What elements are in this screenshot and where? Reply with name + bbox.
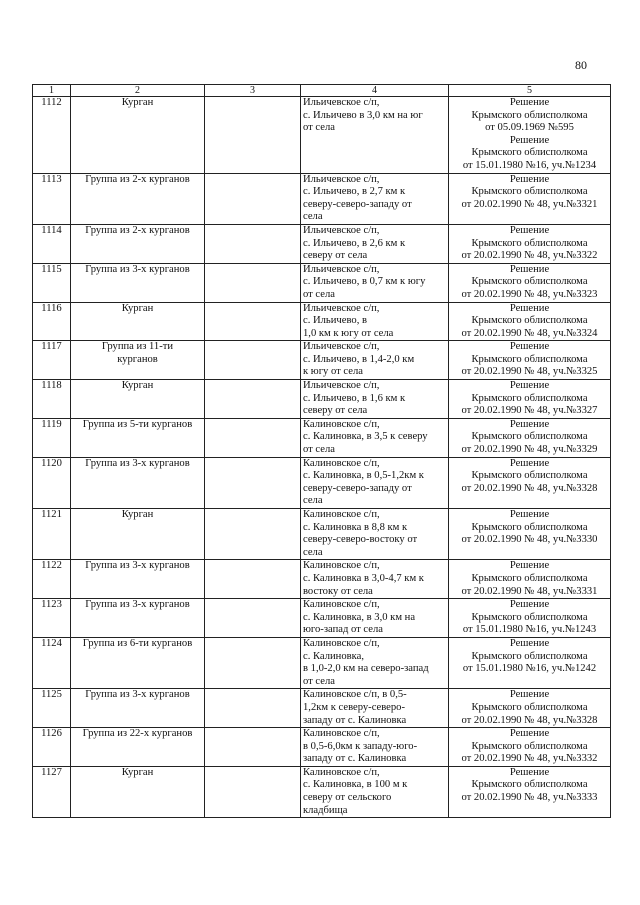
monument-location	[301, 689, 449, 728]
decision-line: от 20.02.1990 № 48, уч.№3330	[461, 534, 598, 546]
location-line: с. Калиновка, в 3,0 км на	[303, 611, 416, 623]
column-3-cell	[205, 173, 301, 224]
table-row	[33, 457, 611, 508]
row-number: 1127	[33, 766, 71, 817]
table-row	[33, 509, 611, 560]
decision-document	[449, 302, 611, 341]
location-line: Ильичевское с/п,	[303, 224, 380, 236]
table-row	[33, 173, 611, 224]
decision-line: от 20.02.1990 № 48, уч.№3333	[461, 792, 598, 804]
table-row	[33, 224, 611, 263]
column-3-cell	[205, 302, 301, 341]
location-line: в 1,0-2,0 км на северо-запад	[303, 663, 429, 675]
decision-line: от 20.02.1990 № 48, уч.№3325	[461, 366, 598, 378]
decision-line: Крымского облисполкома	[471, 650, 588, 662]
decision-line: от 20.02.1990 № 48, уч.№3328	[461, 714, 598, 726]
monument-name	[71, 97, 205, 174]
location-line: с. Калиновка, в 3,5 к северу	[303, 431, 428, 443]
monument-name	[71, 380, 205, 419]
monument-name-line: Группа из 3-х курганов	[85, 599, 190, 611]
column-3-cell	[205, 509, 301, 560]
monument-name-line: Группа из 2-х курганов	[85, 173, 190, 185]
decision-document	[449, 457, 611, 508]
location-line: Калиновское с/п,	[303, 509, 380, 520]
column-header-2: 2	[71, 85, 205, 97]
decision-document	[449, 380, 611, 419]
table-row	[33, 599, 611, 638]
monument-name	[71, 418, 205, 457]
decision-line: Решение	[509, 689, 550, 701]
decision-line: Решение	[509, 341, 550, 353]
column-3-cell	[205, 457, 301, 508]
row-number: 1124	[33, 637, 71, 688]
monument-location	[301, 224, 449, 263]
row-number: 1121	[33, 509, 71, 560]
location-line: Калиновское с/п,	[303, 599, 380, 611]
row-number: 1117	[33, 341, 71, 380]
monument-name-line: Группа из 3-х курганов	[85, 457, 190, 469]
decision-line: Решение	[509, 766, 550, 778]
decision-line: Решение	[509, 263, 550, 275]
decision-line: Решение	[509, 224, 550, 236]
location-line: Ильичевское с/п,	[303, 302, 380, 314]
location-line: Ильичевское с/п,	[303, 380, 380, 392]
location-line: с. Калиновка, в 100 м к	[303, 779, 408, 791]
decision-document	[449, 263, 611, 302]
decision-line: от 20.02.1990 № 48, уч.№3328	[461, 482, 598, 494]
decision-line: Крымского облисполкома	[471, 470, 588, 482]
decision-line: Решение	[509, 637, 550, 649]
monument-name	[71, 728, 205, 767]
monument-name	[71, 341, 205, 380]
location-line: Ильичевское с/п,	[303, 341, 380, 353]
location-line: Ильичевское с/п,	[303, 97, 380, 108]
row-number: 1114	[33, 224, 71, 263]
monument-name-line: Группа из 11-ти	[101, 341, 174, 353]
monument-name	[71, 689, 205, 728]
table-row	[33, 341, 611, 380]
monument-name-line: курганов	[117, 353, 158, 365]
decision-line: от 20.02.1990 № 48, уч.№3332	[461, 753, 598, 765]
monument-location	[301, 263, 449, 302]
monument-name-line: Группа из 3-х курганов	[85, 560, 190, 572]
column-3-cell	[205, 599, 301, 638]
decision-line: от 05.09.1969 №595	[485, 122, 574, 134]
decision-document	[449, 599, 611, 638]
table-row	[33, 689, 611, 728]
table-row	[33, 302, 611, 341]
decision-line: от 20.02.1990 № 48, уч.№3331	[461, 585, 598, 597]
decision-line: от 20.02.1990 № 48, уч.№3324	[461, 327, 598, 339]
column-3-cell	[205, 637, 301, 688]
location-line: кладбища	[303, 804, 348, 816]
location-line: северу от села	[303, 405, 368, 417]
column-3-cell	[205, 418, 301, 457]
column-header-1: 1	[33, 85, 71, 97]
location-line: 1,2км к северу-северо-	[303, 701, 405, 713]
monument-name	[71, 509, 205, 560]
row-number: 1123	[33, 599, 71, 638]
decision-line: Крымского облисполкома	[471, 353, 588, 365]
decision-line: от 20.02.1990 № 48, уч.№3329	[461, 444, 598, 456]
table-row	[33, 766, 611, 817]
monument-location	[301, 97, 449, 174]
location-line: села	[303, 495, 323, 507]
row-number: 1118	[33, 380, 71, 419]
decision-line: Крымского облисполкома	[471, 779, 588, 791]
monument-location	[301, 341, 449, 380]
row-number: 1115	[33, 263, 71, 302]
page-number: 80	[575, 58, 587, 72]
table-row	[33, 263, 611, 302]
column-3-cell	[205, 728, 301, 767]
decision-line: Крымского облисполкома	[471, 740, 588, 752]
monument-location	[301, 457, 449, 508]
location-line: с. Ильичево, в 1,6 км к	[303, 392, 406, 404]
decision-document	[449, 766, 611, 817]
monument-location	[301, 418, 449, 457]
monument-name-line: Курган	[121, 380, 154, 392]
decision-line: от 15.01.1980 №16, уч.№1243	[462, 624, 597, 636]
location-line: северу от сельского	[303, 792, 392, 804]
column-3-cell	[205, 560, 301, 599]
location-line: западу от с. Калиновка	[303, 714, 407, 726]
location-line: северу от села	[303, 250, 368, 262]
row-number: 1113	[33, 173, 71, 224]
decision-line: Решение	[509, 728, 550, 740]
decision-line: Решение	[509, 134, 550, 146]
location-line: села	[303, 546, 323, 558]
monument-name-line: Группа из 3-х курганов	[85, 263, 190, 275]
monument-name	[71, 599, 205, 638]
column-header-4: 4	[301, 85, 449, 97]
decision-line: Крымского облисполкома	[471, 109, 588, 121]
decision-line: от 15.01.1980 №16, уч.№1234	[462, 159, 597, 171]
decision-line: от 15.01.1980 №16, уч.№1242	[462, 663, 597, 675]
monument-name-line: Курган	[121, 302, 154, 314]
table-row	[33, 97, 611, 174]
row-number: 1122	[33, 560, 71, 599]
decision-line: Крымского облисполкома	[471, 611, 588, 623]
decision-document	[449, 341, 611, 380]
monument-name-line: Курган	[121, 509, 154, 520]
monument-location	[301, 560, 449, 599]
monument-name	[71, 263, 205, 302]
decision-line: Решение	[509, 302, 550, 314]
monument-name-line: Группа из 22-х курганов	[82, 728, 193, 740]
row-number: 1112	[33, 97, 71, 174]
location-line: 1,0 км к югу от села	[303, 327, 394, 339]
location-line: Ильичевское с/п,	[303, 263, 380, 275]
monument-location	[301, 380, 449, 419]
column-3-cell	[205, 224, 301, 263]
monument-name	[71, 560, 205, 599]
decision-document	[449, 418, 611, 457]
location-line: западу от с. Калиновка	[303, 753, 407, 765]
decision-line: Решение	[509, 173, 550, 185]
table-row	[33, 380, 611, 419]
monument-name	[71, 766, 205, 817]
decision-line: от 20.02.1990 № 48, уч.№3321	[461, 198, 598, 210]
location-line: с. Калиновка в 3,0-4,7 км к	[303, 572, 424, 584]
location-line: Калиновское с/п,	[303, 728, 380, 740]
location-line: с. Ильичево, в 2,6 км к	[303, 237, 406, 249]
monument-name	[71, 173, 205, 224]
location-line: с. Ильичево, в 1,4-2,0 км	[303, 353, 415, 365]
location-line: Калиновское с/п,	[303, 457, 380, 469]
table-row	[33, 728, 611, 767]
decision-line: Крымского облисполкома	[471, 186, 588, 198]
location-line: северу-северо-западу от	[303, 482, 412, 494]
decision-line: Крымского облисполкома	[471, 431, 588, 443]
table-row	[33, 560, 611, 599]
location-line: Калиновское с/п,	[303, 766, 380, 778]
column-3-cell	[205, 97, 301, 174]
monument-name-line: Группа из 5-ти курганов	[82, 418, 193, 430]
location-line: от села	[303, 288, 335, 300]
location-line: села	[303, 211, 323, 223]
decision-line: Крымского облисполкома	[471, 276, 588, 288]
monument-name-line: Группа из 3-х курганов	[85, 689, 190, 701]
column-3-cell	[205, 689, 301, 728]
monument-name-line: Группа из 6-ти курганов	[82, 637, 193, 649]
monument-location	[301, 637, 449, 688]
decision-document	[449, 728, 611, 767]
location-line: востоку от села	[303, 585, 373, 597]
decision-document	[449, 560, 611, 599]
decision-document	[449, 97, 611, 174]
decision-document	[449, 509, 611, 560]
table-header-row	[33, 85, 611, 97]
monument-name	[71, 224, 205, 263]
monument-name	[71, 637, 205, 688]
location-line: с. Ильичево в 3,0 км на юг	[303, 109, 423, 121]
location-line: с. Ильичево, в 0,7 км к югу	[303, 276, 426, 288]
decision-line: от 20.02.1990 № 48, уч.№3323	[461, 288, 598, 300]
location-line: с. Калиновка, в 0,5-1,2км к	[303, 470, 424, 482]
location-line: Калиновское с/п, в 0,5-	[303, 689, 407, 701]
row-number: 1125	[33, 689, 71, 728]
row-number: 1126	[33, 728, 71, 767]
decision-document	[449, 173, 611, 224]
decision-line: Решение	[509, 509, 550, 520]
column-3-cell	[205, 341, 301, 380]
decision-line: от 20.02.1990 № 48, уч.№3322	[461, 250, 598, 262]
location-line: юго-запад от села	[303, 624, 383, 636]
column-3-cell	[205, 263, 301, 302]
monument-name	[71, 457, 205, 508]
decision-document	[449, 224, 611, 263]
monument-location	[301, 302, 449, 341]
decision-line: Решение	[509, 560, 550, 572]
monument-name-line: Курган	[121, 766, 154, 778]
location-line: Калиновское с/п,	[303, 560, 380, 572]
monument-location	[301, 173, 449, 224]
monument-location	[301, 728, 449, 767]
decision-line: Крымского облисполкома	[471, 315, 588, 327]
location-line: Калиновское с/п,	[303, 418, 380, 430]
monuments-table	[32, 84, 611, 818]
location-line: от села	[303, 675, 335, 687]
location-line: северу-северо-востоку от	[303, 534, 418, 546]
monument-name	[71, 302, 205, 341]
decision-line: от 20.02.1990 № 48, уч.№3327	[461, 405, 598, 417]
row-number: 1116	[33, 302, 71, 341]
decision-line: Крымского облисполкома	[471, 521, 588, 533]
decision-line: Решение	[509, 380, 550, 392]
location-line: с. Калиновка в 8,8 км к	[303, 521, 408, 533]
monument-name-line: Группа из 2-х курганов	[85, 224, 190, 236]
decision-line: Крымского облисполкома	[471, 392, 588, 404]
column-header-3: 3	[205, 85, 301, 97]
table-row	[33, 418, 611, 457]
decision-line: Решение	[509, 97, 550, 108]
location-line: с. Ильичево, в 2,7 км к	[303, 186, 406, 198]
location-line: северу-северо-западу от	[303, 198, 412, 210]
table-row	[33, 637, 611, 688]
location-line: от села	[303, 444, 335, 456]
decision-line: Крымского облисполкома	[471, 572, 588, 584]
monument-name-line: Курган	[121, 97, 154, 108]
monument-location	[301, 766, 449, 817]
location-line: с. Ильичево, в	[303, 315, 367, 327]
location-line: Калиновское с/п,	[303, 637, 380, 649]
decision-line: Решение	[509, 599, 550, 611]
location-line: с. Калиновка,	[303, 650, 364, 662]
decision-line: Решение	[509, 418, 550, 430]
location-line: от села	[303, 122, 335, 134]
row-number: 1120	[33, 457, 71, 508]
column-3-cell	[205, 766, 301, 817]
monument-location	[301, 509, 449, 560]
monument-location	[301, 599, 449, 638]
decision-line: Крымского облисполкома	[471, 147, 588, 159]
decision-line: Крымского облисполкома	[471, 237, 588, 249]
row-number: 1119	[33, 418, 71, 457]
decision-line: Решение	[509, 457, 550, 469]
location-line: к югу от села	[303, 366, 363, 378]
decision-document	[449, 637, 611, 688]
column-header-5: 5	[449, 85, 611, 97]
location-line: Ильичевское с/п,	[303, 173, 380, 185]
column-3-cell	[205, 380, 301, 419]
decision-line: Крымского облисполкома	[471, 701, 588, 713]
decision-document	[449, 689, 611, 728]
location-line: в 0,5-6,0км к западу-юго-	[303, 740, 418, 752]
